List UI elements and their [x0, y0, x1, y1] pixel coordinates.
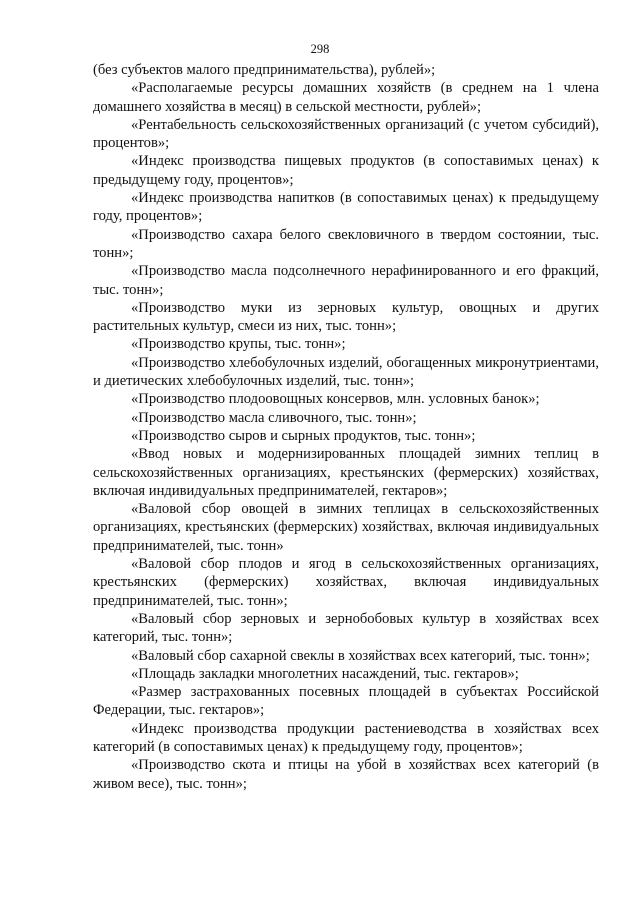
- paragraph: (без субъектов малого предпринимательства), рублей»;: [93, 62, 436, 78]
- paragraph: «Производство масла подсолнечного нерафинированного и его фракций, тыс. тонн»;: [93, 263, 599, 298]
- paragraph: «Производство скота и птицы на убой в хозяйствах всех категорий (в живом весе), тыс. тонн»;: [93, 757, 599, 792]
- paragraph: «Индекс производства напитков (в сопоставимых ценах) к предыдущему году, процентов»;: [93, 190, 599, 225]
- paragraph: «Производство сыров и сырных продуктов, тыс. тонн»;: [131, 427, 476, 444]
- page-number: 298: [310, 42, 330, 56]
- paragraph: «Ввод новых и модернизированных площадей зимних теплиц в сельскохозяйственных организациях, крестьянских (фермерских) хозяйствах, включая индивидуальных предпринимателей, гектаров»;: [93, 446, 599, 499]
- paragraph: «Производство муки из зерновых культур, овощных и других растительных культур, смеси из них, тыс. тонн»;: [93, 299, 599, 335]
- paragraph: «Площадь закладки многолетних насаждений, тыс. гектаров»;: [131, 665, 519, 682]
- paragraph: «Валовой сбор плодов и ягод в сельскохозяйственных организациях, крестьянских (фермерских) хозяйствах, включая индивидуальных предпринимателей, тыс. тонн»;: [93, 556, 599, 609]
- paragraph: «Индекс производства пищевых продуктов (в сопоставимых ценах) к предыдущему году, процентов»;: [93, 153, 599, 188]
- document-body: [93, 61, 599, 793]
- paragraph: «Производство масла сливочного, тыс. тонн»;: [131, 409, 417, 426]
- paragraph: «Располагаемые ресурсы домашних хозяйств (в среднем на 1 члена домашнего хозяйства в месяц) в сельской местности, рублей»;: [93, 80, 599, 115]
- paragraph: «Индекс производства продукции растениеводства в хозяйствах всех категорий (в сопоставимых ценах) к предыдущему году, процентов»;: [93, 720, 599, 755]
- paragraph: «Валовой сбор овощей в зимних теплицах в сельскохозяйственных организациях, крестьянских (фермерских) хозяйствах, включая индивидуальных предпринимателей, тыс. тонн»: [93, 501, 599, 554]
- paragraph: «Производство хлебобулочных изделий, обогащенных микронутриентами, и диетических хлебобулочных изделий, тыс. тонн»;: [93, 354, 599, 390]
- paragraph: «Рентабельность сельскохозяйственных организаций (с учетом субсидий), процентов»;: [93, 116, 599, 152]
- paragraph: «Валовый сбор сахарной свеклы в хозяйствах всех категорий, тыс. тонн»;: [131, 647, 590, 664]
- paragraph: «Размер застрахованных посевных площадей в субъектах Российской Федерации, тыс. гектаров»;: [93, 684, 599, 719]
- paragraph: «Производство плодоовощных консервов, млн. условных банок»;: [131, 391, 540, 408]
- paragraph: «Производство сахара белого свекловичного в твердом состоянии, тыс. тонн»;: [93, 226, 599, 261]
- paragraph: «Валовый сбор зерновых и зернобобовых культур в хозяйствах всех категорий, тыс. тонн»;: [93, 610, 599, 646]
- paragraph: «Производство крупы, тыс. тонн»;: [131, 336, 346, 353]
